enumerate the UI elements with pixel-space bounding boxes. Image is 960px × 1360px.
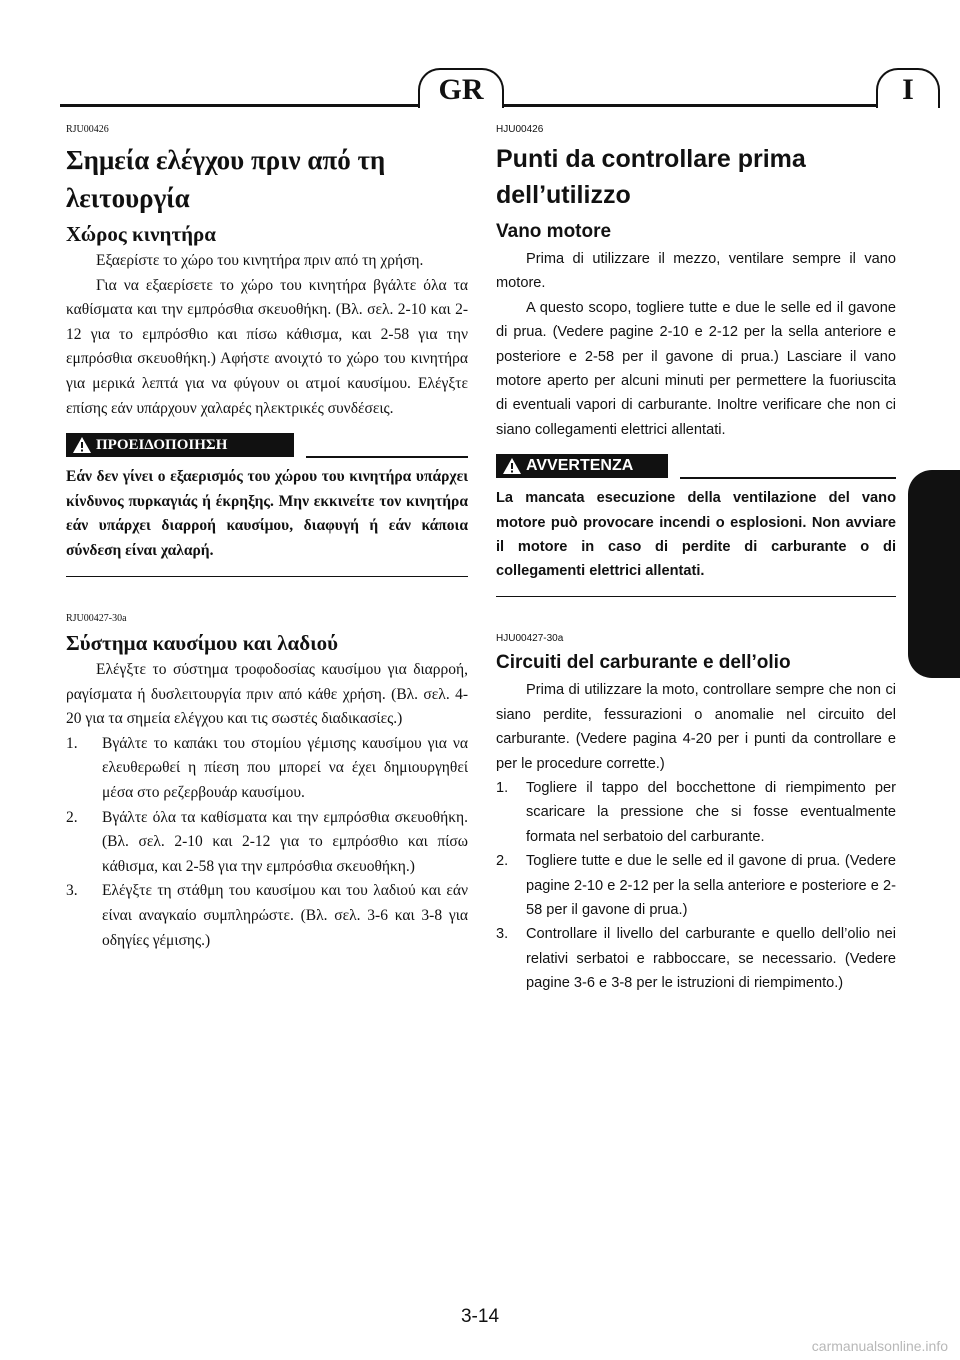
- warning-text: La mancata esecuzione della ventilazione del vano motore può provocare incendi o esplosioni. Non avviare il motore in caso di perdite di carburante o di collegamenti elettrici allentati.: [496, 490, 896, 580]
- warning-rule: [306, 456, 468, 458]
- step-text: Togliere tutte e due le selle ed il gavone di prua. (Vedere pagine 2-10 e 2-12 per la sella anteriore e posteriore e 2-58 per il gavone di prua.): [526, 853, 896, 919]
- step-text: Controllare il livello del carburante e quello dell’olio nei relativi serbatoi e rabboccare, se necessario. (Vedere pagine 3-6 e 3-8 per le istruzioni di riempimento.): [526, 926, 896, 992]
- step-list: [496, 776, 896, 996]
- warning-triangle-icon: [502, 457, 522, 475]
- warning-end-rule: [496, 596, 896, 598]
- warning-label: ΠΡΟΕΙΔΟΠΟΙΗΣΗ: [96, 437, 228, 454]
- step-text: Togliere il tappo del bocchettone di riempimento per scaricare la pressione che si fosse eventualmente formata nel serbatoio del carburante.: [526, 780, 896, 845]
- section-title: Punti da controllare prima dell’utilizzo: [496, 145, 806, 209]
- step-text: Βγάλτε όλα τα καθίσματα και την εμπρόσθια σκευοθήκη. (Βλ. σελ. 2-10 και 2-12 για το εμπρόσθιο και πίσω κάθισμα, και 2-58 για την εμπρόσθια σκευοθήκη.): [102, 808, 468, 875]
- step-number: 1.: [66, 734, 78, 752]
- section-thumb-tab: [908, 470, 960, 678]
- step-number: 2.: [496, 853, 509, 870]
- list-item: [496, 849, 896, 922]
- page-header: [60, 60, 914, 110]
- language-tab-gr: GR: [418, 68, 504, 108]
- step-number: 1.: [496, 780, 509, 796]
- list-item: [66, 732, 468, 806]
- warning-text: Εάν δεν γίνει ο εξαερισμός του χώρου του κινητήρα υπάρχει κίνδυνος πυρκαγιάς ή έκρηξης. Μην εκκινείτε τον κινητήρα εάν υπάρχει διαρροή καυσίμου, διαφυγή ή εάν κάποια σύνδεση είναι χαλαρή.: [66, 468, 468, 559]
- paragraph: Ελέγξτε το σύστημα τροφοδοσίας καυσίμου για διαρροή, ραγίσματα ή δυσλειτουργία πριν από κάθε χρήση. (Βλ. σελ. 4-20 για τα σημεία ελέγχου και τις σωστές διαδικασίες.): [66, 661, 468, 728]
- step-list: [66, 732, 468, 953]
- warning-badge: [66, 433, 294, 457]
- section-code: HJU00426: [496, 124, 544, 135]
- section-code: RJU00426: [66, 124, 109, 135]
- step-text: Βγάλτε το καπάκι του στομίου γέμισης καυσίμου για να ελευθερωθεί η πίεση που μπορεί να έχει δημιουργηθεί μέσα στο ρεζερβουάρ καυσίμου.: [102, 734, 468, 801]
- section-code: HJU00427-30a: [496, 633, 564, 645]
- step-number: 2.: [66, 808, 78, 826]
- list-item: [496, 776, 896, 849]
- warning-header: [66, 433, 468, 459]
- section-title: Σημεία ελέγχου πριν από τη λειτουργία: [66, 145, 386, 213]
- warning-triangle-icon: [72, 436, 92, 454]
- paragraph: A questo scopo, togliere tutte e due le selle ed il gavone di prua. (Vedere pagine 2-10 e 2-12 per la sella anteriore e posteriore e 2-58 per il gavone di prua.) Lasciare il vano motore aperto per alcuni minuti per permettere la fuoriuscita di eventuali vapori di carburante. Inoltre verificare che non ci siano collegamenti elettrici allentati.: [496, 299, 896, 438]
- list-item: [496, 922, 896, 995]
- watermark: carmanualsonline.info: [811, 1338, 948, 1354]
- paragraph: Εξαερίστε το χώρο του κινητήρα πριν από τη χρήση.: [96, 252, 424, 269]
- warning-label: AVVERTENZA: [526, 457, 634, 475]
- section-code: RJU00427-30a: [66, 613, 127, 625]
- subsection-heading: Σύστημα καυσίμου και λαδιού: [66, 631, 339, 656]
- italian-column: [496, 122, 896, 996]
- list-item: [66, 806, 468, 880]
- subsection-heading: Circuiti del carburante e dell’olio: [496, 652, 791, 674]
- warning-badge: [496, 454, 668, 478]
- step-number: 3.: [496, 926, 509, 943]
- paragraph: Prima di utilizzare il mezzo, ventilare sempre il vano motore.: [496, 251, 896, 292]
- step-text: Ελέγξτε τη στάθμη του καυσίμου και του λαδιού και εάν είναι αναγκαίο συμπληρώστε. (Βλ. σελ. 3-6 και 3-8 για οδηγίες γέμισης.): [102, 882, 468, 949]
- warning-end-rule: [66, 576, 468, 578]
- page-number: 3-14: [460, 1306, 500, 1327]
- warning-header: [496, 454, 896, 480]
- step-number: 3.: [66, 882, 78, 900]
- language-tab-i: I: [876, 68, 940, 108]
- paragraph: Για να εξαερίσετε το χώρο του κινητήρα βγάλτε όλα τα καθίσματα και την εμπρόσθια σκευοθήκη. (Βλ. σελ. 2-10 και 2-12 για το εμπρόσθιο και πίσω κάθισμα, και 2-58 για την εμπρόσθια σκευοθήκη.) Αφήστε ανοιχτό το χώρο του κινητήρα για μερικά λεπτά για να φύγουν οι ατμοί καυσίμου. Ελέγξτε επίσης εάν υπάρχουν χαλαρές ηλεκτρικές συνδέσεις.: [66, 276, 468, 417]
- warning-rule: [680, 477, 896, 479]
- subsection-heading: Vano motore: [496, 221, 612, 242]
- subsection-heading: Χώρος κινητήρα: [66, 222, 217, 246]
- list-item: [66, 879, 468, 953]
- greek-column: [66, 122, 468, 953]
- paragraph: Prima di utilizzare la moto, controllare sempre che non ci siano perdite, fessurazioni o anomalie nel circuito del carburante. (Vedere pagina 4-20 per i punti da controllare e per le procedure corrette.): [496, 682, 896, 772]
